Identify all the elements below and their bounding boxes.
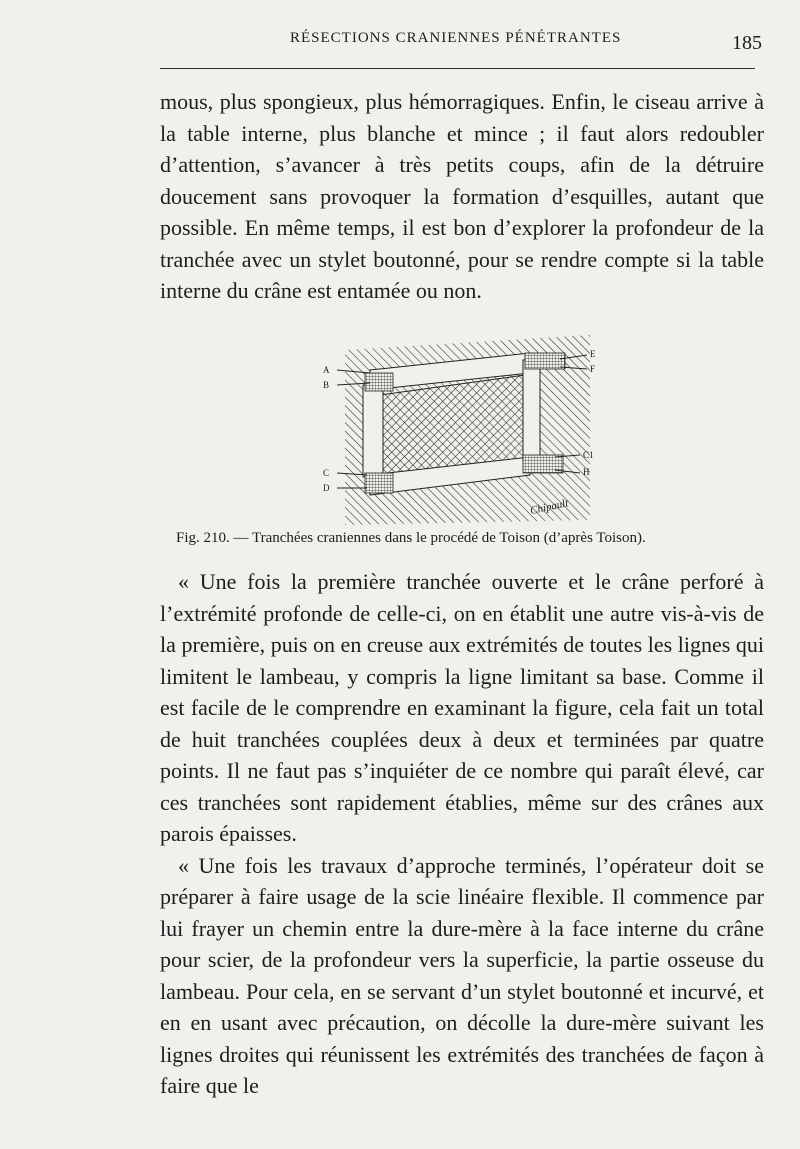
label-e: E [590, 349, 596, 359]
label-f: F [590, 364, 596, 374]
paragraph-1-text: mous, plus spongieux, plus hémorragiques. Enfin, le ciseau arrive à la table interne, plus blanche et mince ; il faut alors redoubler d’attention, s’avancer à très petits coups, afin de la détruire doucement sans provoquer la formation d’esquilles, autant que possible. En même temps, il est bon d’explorer la profondeur de la tranchée avec un stylet boutonné, pour se rendre compte si la table interne du crâne est entamée ou non. [160, 89, 764, 303]
page-header [160, 30, 770, 60]
corner-block-tl [365, 373, 393, 391]
label-h: H [583, 467, 590, 477]
figure-trench-diagram [315, 325, 605, 530]
running-title: RÉSECTIONS CRANIENNES PÉNÉTRANTES [290, 30, 622, 46]
label-b: B [323, 380, 330, 390]
corner-block-bl [365, 473, 393, 493]
paragraph-2 [160, 566, 764, 1102]
right-trench [523, 358, 540, 462]
corner-block-tr [525, 353, 565, 369]
label-c: C [323, 468, 330, 478]
engraver-signature: Chipault [529, 497, 570, 518]
label-a: A [323, 365, 330, 375]
label-d: D [323, 483, 330, 493]
page-number: 185 [732, 32, 762, 54]
left-trench [363, 383, 383, 477]
paragraph-2-text: « Une fois la première tranchée ouverte et le crâne perforé à l’extrémité profonde de celle-ci, on en établit une autre vis-à-vis de la première, puis on en creuse aux extrémités de toutes les lignes qui limitent le lambeau, y compris la ligne limitant sa base. Comme il est facile de le comprendre en examinant la figure, cela fait un total de huit tranchées couplées deux à deux et terminées par quatre points. Il ne faut pas s’inquiéter de ce nombre qui paraît élevé, car ces tranchées sont rapidement établies, même sur des crânes aux parois épaisses. [160, 569, 764, 846]
figure-caption: Fig. 210. — Tranchées craniennes dans le procédé de Toison (d’après Toison). [176, 530, 646, 546]
header-rule [160, 68, 755, 69]
paragraph-3-text: « Une fois les travaux d’approche terminés, l’opérateur doit se préparer à faire usage de la scie linéaire flexible. Il commence par lui frayer un chemin entre la dure-mère à la face interne du crâne pour scier, de la profondeur vers la superficie, la partie osseuse du lambeau. Pour cela, en se servant d’un stylet boutonné et incurvé, et en en usant avec précaution, on décolle la dure-mère suivant les lignes droites qui réunissent les extrémités des tranchées de façon à faire que le [160, 852, 764, 1098]
paragraph-1 [160, 86, 764, 307]
label-c1: C1 [583, 450, 594, 460]
